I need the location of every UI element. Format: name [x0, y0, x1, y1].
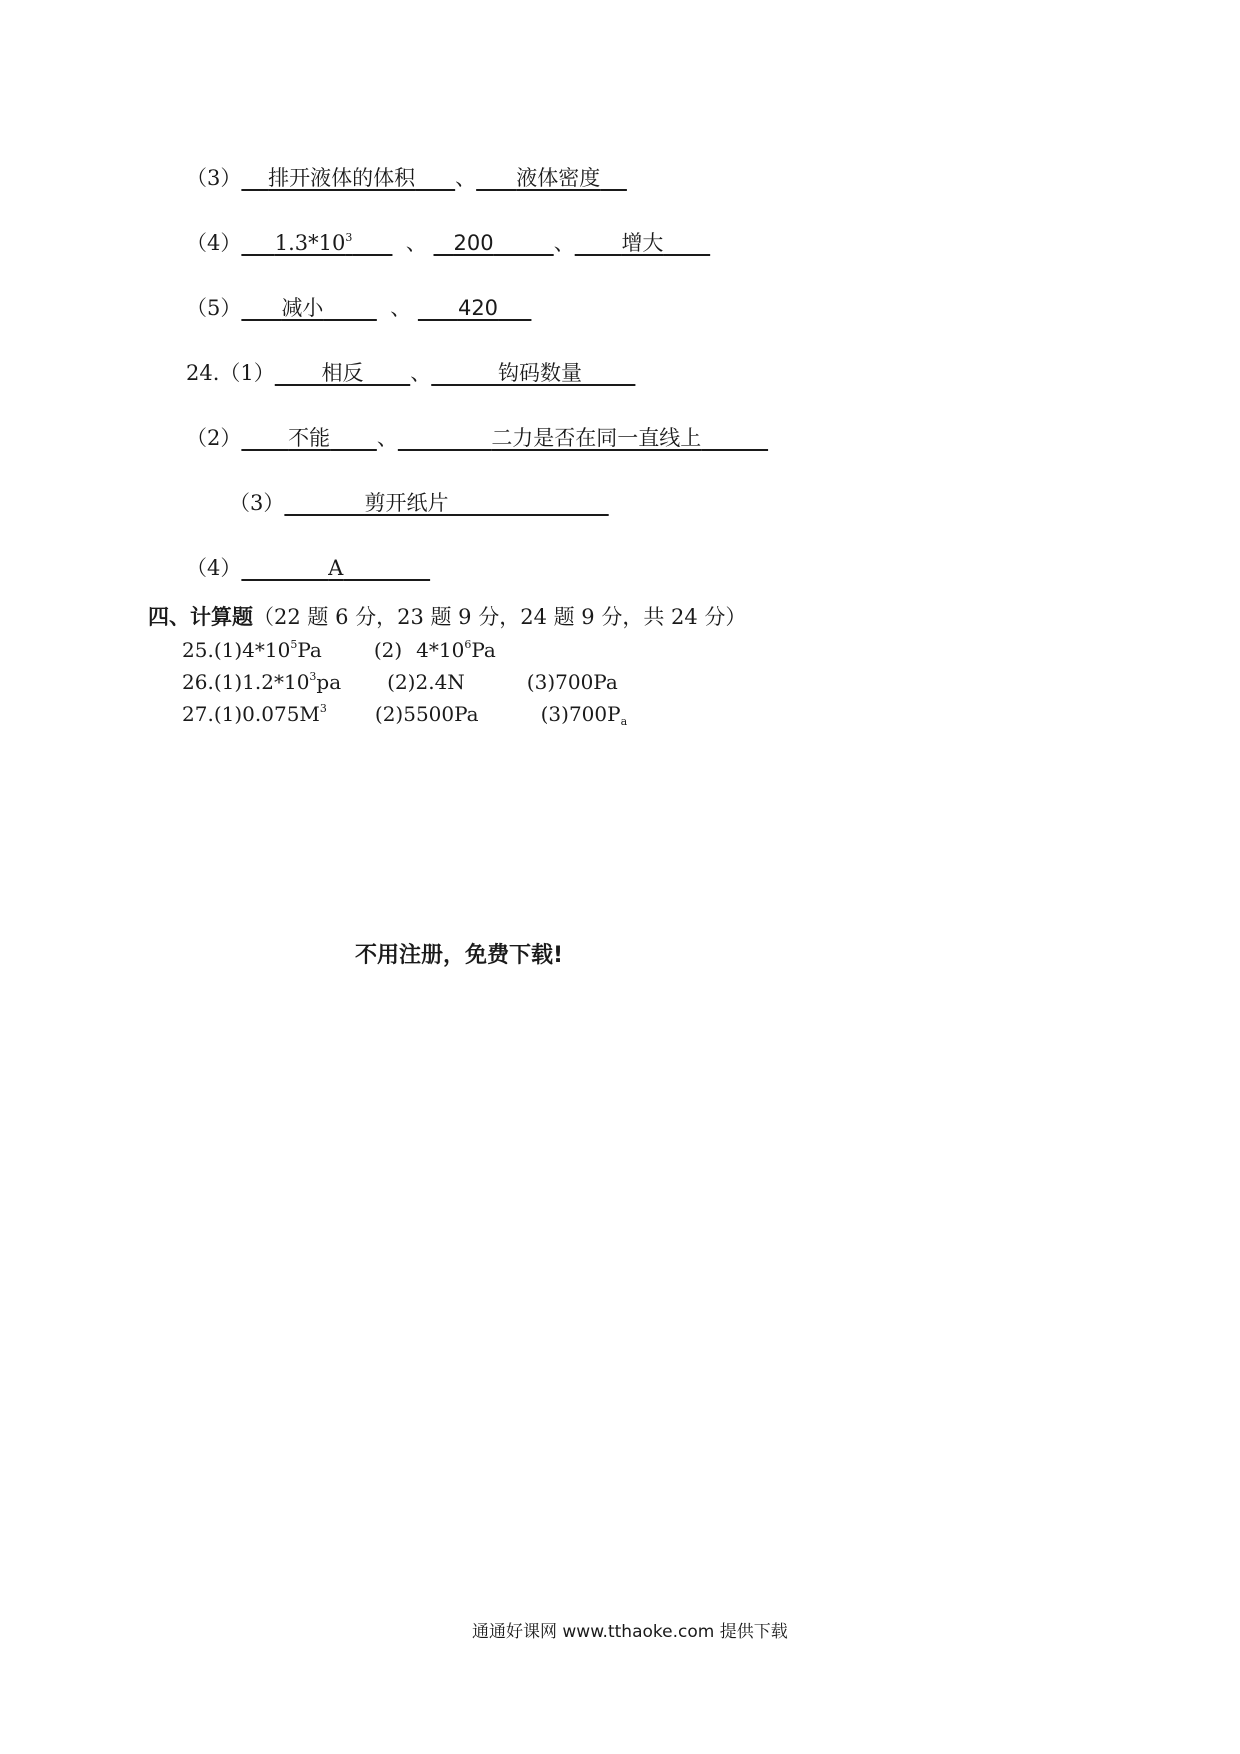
question-number: 25.	[182, 638, 214, 662]
answer-blank: 二力是否在同一直线上	[491, 426, 702, 450]
answer-line-24-2	[186, 424, 768, 452]
part-label: （4）	[186, 231, 242, 255]
answer-blank: 钩码数量	[498, 361, 582, 385]
answer-line-24-1	[186, 359, 635, 387]
answer-blank: $1.3*10^3$	[274, 231, 353, 255]
part-label: 24.（1）	[186, 361, 275, 385]
promo-text: 不用注册，免费下载!	[355, 943, 564, 968]
part-label: （4）	[186, 556, 242, 580]
answer-line-23-5	[186, 294, 531, 322]
answer-blank: 相反	[321, 361, 364, 385]
part-label: （2）	[186, 426, 242, 450]
answer-line-24-4	[186, 554, 430, 582]
section-title: 四、计算题	[148, 605, 253, 629]
separator: 、	[405, 231, 427, 255]
answer-blank: 420	[457, 296, 499, 320]
separator: 、	[390, 296, 412, 320]
question-number: 26.	[182, 670, 214, 694]
answer-line-23-4	[186, 229, 710, 257]
part-label: （3）	[186, 166, 242, 190]
section-note: （22 题 6 分，23 题 9 分，24 题 9 分，共 24 分）	[253, 605, 747, 629]
part-label: （5）	[186, 296, 242, 320]
question-number: 27.	[182, 702, 214, 726]
answer-blank: 减小	[281, 296, 324, 320]
answer-blank: A	[328, 556, 344, 580]
calc-answer-27: $27.(1)0.075M^3$ (2)5500Pa $(3)700P_a$	[182, 702, 628, 728]
answer-line-23-3	[186, 164, 627, 192]
calc-answer-26: $26.(1)1.2*10^3pa$ (2)2.4N (3)700Pa	[182, 670, 618, 694]
separator: 、	[455, 166, 477, 190]
answer-blank: 剪开纸片	[364, 491, 449, 515]
answer-blank: 增大	[621, 231, 664, 255]
page-footer: 通通好课网 www.tthaoke.com 提供下载	[472, 1622, 788, 1642]
calc-answer-25: $25.(1)4*10^5Pa$ (2) $4*10^6Pa$	[182, 638, 496, 662]
answer-blank: 200	[453, 231, 494, 255]
part-label: （3）	[229, 491, 285, 515]
separator: 、	[376, 426, 398, 450]
answer-line-24-3	[229, 489, 609, 517]
answer-blank: 不能	[288, 426, 331, 450]
answer-blank: 排开液体的体积	[268, 166, 416, 190]
separator: 、	[410, 361, 432, 385]
separator: 、	[553, 231, 575, 255]
section-heading	[148, 603, 746, 631]
answer-blank: 液体密度	[516, 166, 601, 190]
